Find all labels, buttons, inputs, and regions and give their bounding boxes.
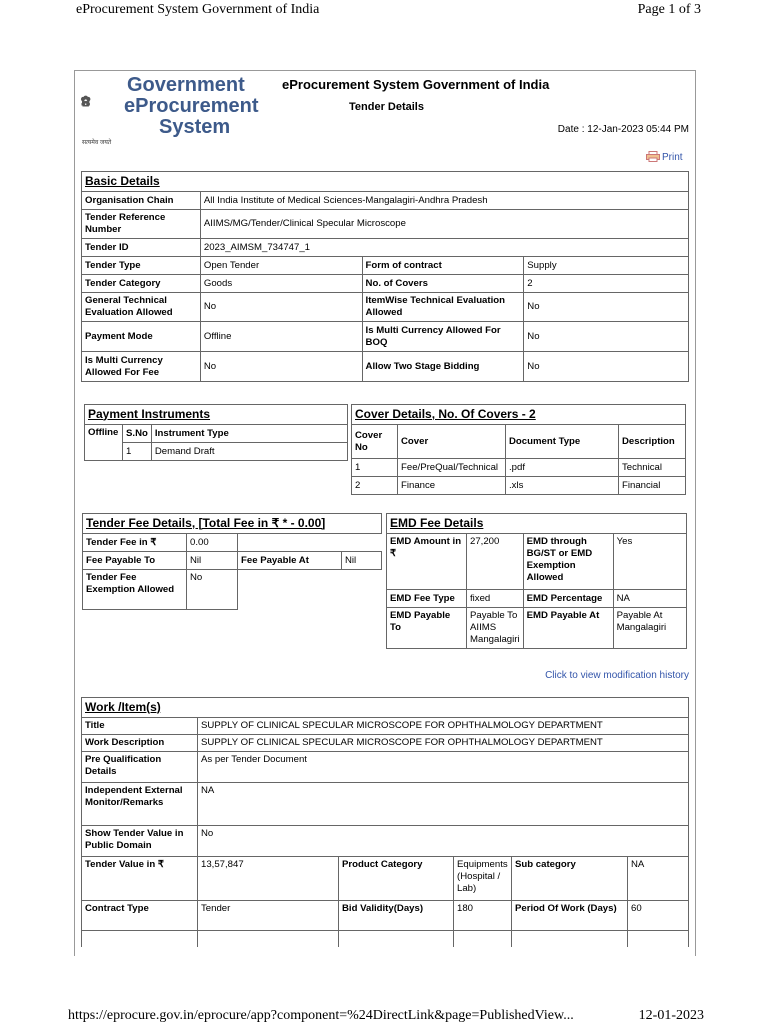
tender-type-value: Open Tender bbox=[200, 257, 362, 275]
covers-value: 2 bbox=[524, 275, 689, 293]
cover-row-doc: .pdf bbox=[506, 459, 619, 477]
emd-fee-type-label: EMD Fee Type bbox=[387, 590, 467, 608]
cover-row-desc: Financial bbox=[619, 477, 686, 495]
product-category-label: Product Category bbox=[339, 857, 454, 901]
cover-row-doc: .xls bbox=[506, 477, 619, 495]
payment-instruments-table bbox=[84, 404, 348, 461]
emd-percentage-label: EMD Percentage bbox=[523, 590, 613, 608]
tender-ref-label: Tender Reference Number bbox=[82, 210, 201, 239]
cover-row-no: 1 bbox=[352, 459, 398, 477]
sub-category-value: NA bbox=[628, 857, 689, 901]
printer-icon bbox=[646, 151, 660, 162]
gen-eval-value: No bbox=[200, 293, 362, 322]
col-description: Description bbox=[619, 425, 686, 459]
print-date: 12-01-2023 bbox=[638, 1008, 704, 1023]
emd-bg-value: Yes bbox=[613, 534, 686, 590]
payment-mode-value: Offline bbox=[200, 322, 362, 352]
emd-payable-at-label: EMD Payable At bbox=[523, 608, 613, 649]
col-sno: S.No bbox=[123, 425, 152, 443]
payment-mode-label: Payment Mode bbox=[82, 322, 201, 352]
sub-category-label: Sub category bbox=[512, 857, 628, 901]
tender-fee-title: Tender Fee Details, [Total Fee in ₹ * - 0.00] bbox=[86, 515, 326, 530]
tender-ref-value: AIIMS/MG/Tender/Clinical Specular Microscope bbox=[200, 210, 688, 239]
col-document-type: Document Type bbox=[506, 425, 619, 459]
col-cover: Cover bbox=[398, 425, 506, 459]
multi-currency-fee-label: Is Multi Currency Allowed For Fee bbox=[82, 352, 201, 382]
contract-form-label: Form of contract bbox=[362, 257, 524, 275]
tender-category-label: Tender Category bbox=[82, 275, 201, 293]
tender-category-value: Goods bbox=[200, 275, 362, 293]
basic-details-title: Basic Details bbox=[82, 172, 689, 192]
multi-currency-boq-value: No bbox=[524, 322, 689, 352]
multi-currency-boq-label: Is Multi Currency Allowed For BOQ bbox=[362, 322, 524, 352]
covers-label: No. of Covers bbox=[362, 275, 524, 293]
tender-id-value: 2023_AIMSM_734747_1 bbox=[200, 239, 688, 257]
page-subtitle: Tender Details bbox=[349, 101, 424, 113]
org-chain-value: All India Institute of Medical Sciences-Mangalagiri-Andhra Pradesh bbox=[200, 192, 688, 210]
page-number: Page 1 of 3 bbox=[637, 2, 701, 17]
instrument-row-type: Demand Draft bbox=[151, 443, 347, 461]
multi-currency-fee-value: No bbox=[200, 352, 362, 382]
contract-type-value: Tender bbox=[198, 901, 339, 931]
org-chain-label: Organisation Chain bbox=[82, 192, 201, 210]
emd-payable-at-value: Payable At Mangalagiri bbox=[613, 608, 686, 649]
page-header-title: eProcurement System Government of India bbox=[76, 2, 320, 17]
fee-payable-to-value: Nil bbox=[187, 552, 238, 570]
modification-history-link[interactable]: Click to view modification history bbox=[545, 670, 689, 681]
itemwise-eval-label: ItemWise Technical Evaluation Allowed bbox=[362, 293, 524, 322]
itemwise-eval-value: No bbox=[524, 293, 689, 322]
emd-payable-to-label: EMD Payable To bbox=[387, 608, 467, 649]
page-url: https://eprocure.gov.in/eprocure/app?component=%24DirectLink&page=PublishedView... bbox=[68, 1008, 574, 1023]
logo-line-3: System bbox=[159, 116, 231, 138]
logo-line-2: eProcurement bbox=[124, 95, 259, 117]
emblem-caption: सत्यमेव जयते bbox=[82, 140, 112, 146]
cover-row-cover: Finance bbox=[398, 477, 506, 495]
payment-mode-offline: Offline bbox=[85, 425, 123, 461]
monitor-label: Independent External Monitor/Remarks bbox=[82, 783, 198, 826]
emd-fee-type-value: fixed bbox=[467, 590, 524, 608]
cover-details-table bbox=[351, 404, 686, 495]
emd-fee-table bbox=[386, 513, 687, 649]
page-title: eProcurement System Government of India bbox=[282, 77, 550, 92]
emd-payable-to-value: Payable To AIIMS Mangalagiri bbox=[467, 608, 524, 649]
bid-validity-label: Bid Validity(Days) bbox=[339, 901, 454, 931]
fee-exemption-label: Tender Fee Exemption Allowed bbox=[83, 570, 187, 610]
tender-value-value: 13,57,847 bbox=[198, 857, 339, 901]
show-value-value: No bbox=[198, 826, 689, 857]
emd-amount-value: 27,200 bbox=[467, 534, 524, 590]
print-label: Print bbox=[662, 152, 683, 163]
print-button[interactable] bbox=[646, 151, 683, 163]
work-items-title: Work /Item(s) bbox=[85, 699, 161, 714]
contract-type-label: Contract Type bbox=[82, 901, 198, 931]
two-stage-value: No bbox=[524, 352, 689, 382]
prequal-value: As per Tender Document bbox=[198, 752, 689, 783]
work-items-table bbox=[81, 697, 689, 947]
work-desc-label: Work Description bbox=[82, 735, 198, 752]
instrument-row-sno: 1 bbox=[123, 443, 152, 461]
col-cover-no: Cover No bbox=[352, 425, 398, 459]
tender-fee-label: Tender Fee in ₹ bbox=[83, 534, 187, 552]
emblem-icon bbox=[80, 72, 126, 138]
show-value-label: Show Tender Value in Public Domain bbox=[82, 826, 198, 857]
cover-row-desc: Technical bbox=[619, 459, 686, 477]
report-date: Date : 12-Jan-2023 05:44 PM bbox=[557, 124, 689, 135]
basic-details-table bbox=[81, 171, 689, 382]
tender-fee-table bbox=[82, 513, 382, 610]
gen-eval-label: General Technical Evaluation Allowed bbox=[82, 293, 201, 322]
period-of-work-value: 60 bbox=[628, 901, 689, 931]
cover-row-no: 2 bbox=[352, 477, 398, 495]
fee-exemption-value: No bbox=[187, 570, 238, 610]
cover-row-cover: Fee/PreQual/Technical bbox=[398, 459, 506, 477]
tender-value-label: Tender Value in ₹ bbox=[82, 857, 198, 901]
contract-form-value: Supply bbox=[524, 257, 689, 275]
work-desc-value: SUPPLY OF CLINICAL SPECULAR MICROSCOPE FOR OPHTHALMOLOGY DEPARTMENT bbox=[198, 735, 689, 752]
emd-bg-label: EMD through BG/ST or EMD Exemption Allowed bbox=[523, 534, 613, 590]
tender-fee-value: 0.00 bbox=[187, 534, 238, 552]
work-title-label: Title bbox=[82, 718, 198, 735]
payment-instruments-title: Payment Instruments bbox=[88, 406, 211, 421]
col-instrument-type: Instrument Type bbox=[151, 425, 347, 443]
two-stage-label: Allow Two Stage Bidding bbox=[362, 352, 524, 382]
fee-payable-at-value: Nil bbox=[342, 552, 382, 570]
product-category-value: Equipments (Hospital / Lab) bbox=[454, 857, 512, 901]
bid-validity-value: 180 bbox=[454, 901, 512, 931]
work-title-value: SUPPLY OF CLINICAL SPECULAR MICROSCOPE FOR OPHTHALMOLOGY DEPARTMENT bbox=[198, 718, 689, 735]
fee-payable-at-label: Fee Payable At bbox=[238, 552, 342, 570]
fee-payable-to-label: Fee Payable To bbox=[83, 552, 187, 570]
cover-details-title: Cover Details, No. Of Covers - 2 bbox=[355, 406, 536, 421]
tender-type-label: Tender Type bbox=[82, 257, 201, 275]
emd-percentage-value: NA bbox=[613, 590, 686, 608]
period-of-work-label: Period Of Work (Days) bbox=[512, 901, 628, 931]
emd-fee-title: EMD Fee Details bbox=[390, 515, 484, 530]
tender-id-label: Tender ID bbox=[82, 239, 201, 257]
logo-text bbox=[124, 74, 259, 138]
prequal-label: Pre Qualification Details bbox=[82, 752, 198, 783]
emd-amount-label: EMD Amount in ₹ bbox=[387, 534, 467, 590]
logo-line-1: Government bbox=[127, 74, 245, 96]
monitor-value: NA bbox=[198, 783, 689, 826]
